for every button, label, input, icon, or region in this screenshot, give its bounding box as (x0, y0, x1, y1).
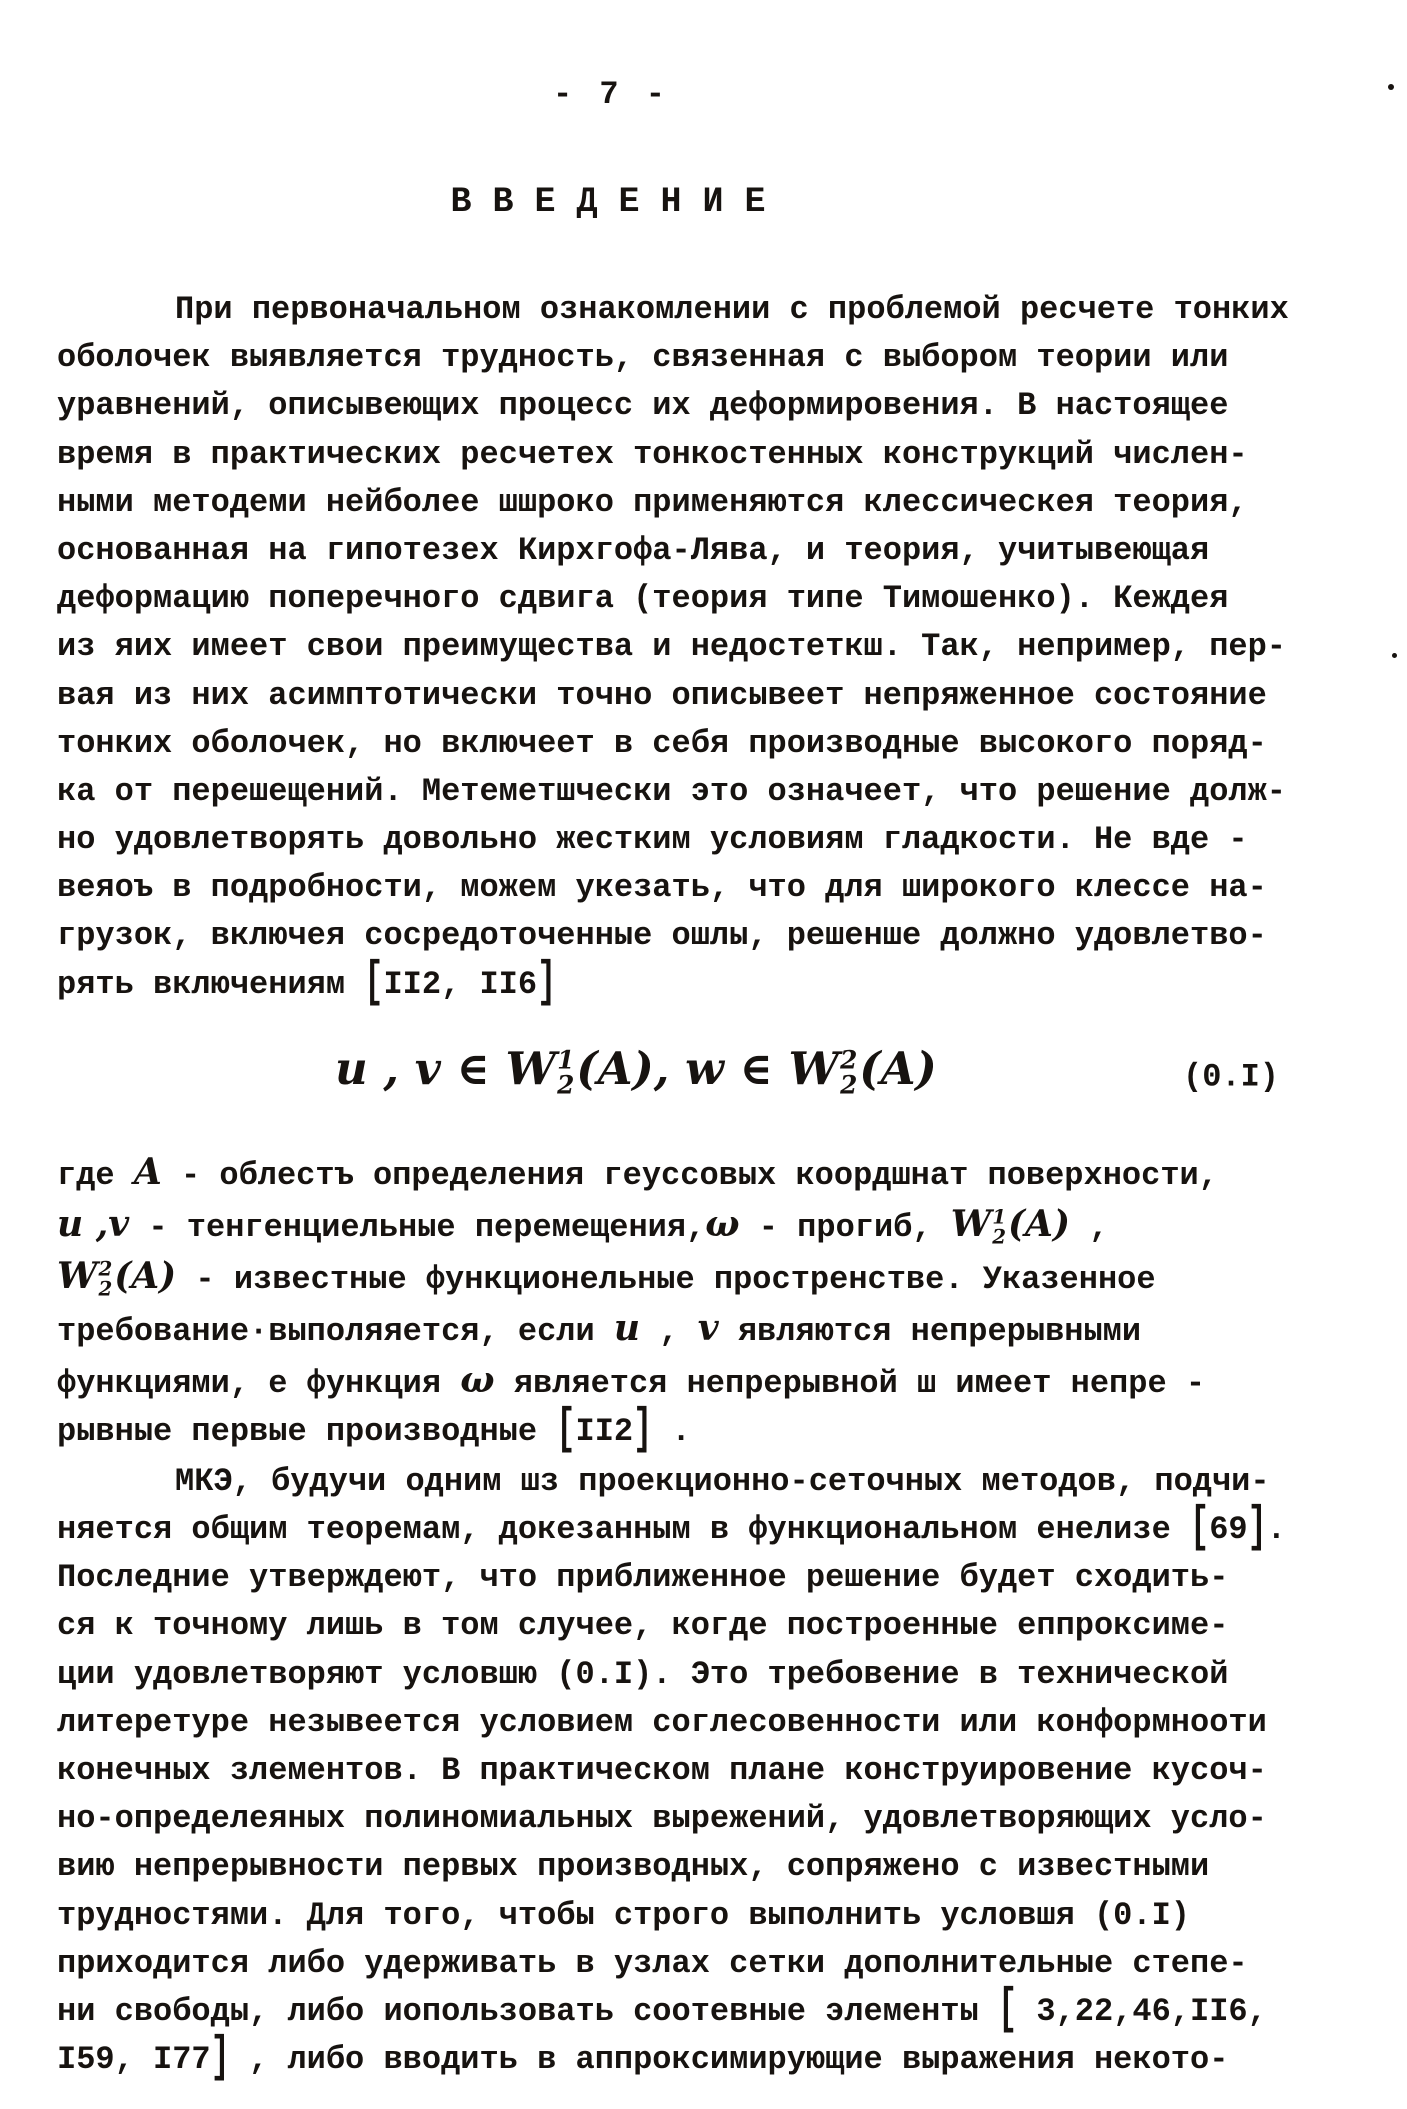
text-line (57, 1980, 1367, 2038)
text-line: грузок, включея сосредоточенные ошлы, решенше должно удовлетво- (57, 917, 1267, 955)
superscript: 2 (840, 1045, 858, 1075)
citation-refs: II2 (575, 1412, 634, 1450)
sobolev-space-symbol (57, 1254, 177, 1301)
w-argument: (A) (1007, 1202, 1070, 1245)
paragraph-2 (57, 1146, 1367, 1458)
equation-text: u , v ∈ (335, 1041, 506, 1095)
equation-text: , w ∈ (653, 1041, 789, 1095)
subscript: 2 (98, 1276, 113, 1301)
superscript: 2 (98, 1256, 113, 1281)
text-line: но удовлетворять довольно жестким условиям гладкости. Не вде - (57, 821, 1248, 859)
text-line: основанная на гипотезех Кирхгофа-Лява, и теория, учитывеющая (57, 531, 1210, 569)
text-line (57, 1400, 1367, 1458)
displacement-symbols: u ,v (57, 1202, 130, 1245)
line-text: , либо вводить в аппроксимирующие выражения некото- (229, 2041, 1229, 2079)
w-base: W (57, 1254, 98, 1297)
line-text: ни свободы, либо иопользовать соотевные элементы (57, 1992, 998, 2030)
text-line: тонких оболочек, но включеет в себя производные высокого поряд- (57, 724, 1267, 762)
text-line: ции удовлетворяют условшю (0.I). Это требовение в технической (57, 1655, 1229, 1693)
w-argument: (A) (576, 1041, 654, 1095)
text-line (57, 1146, 1367, 1198)
text-line: МКЭ, будучи одним шз проекционно-сеточных методов, подчи- (175, 1462, 1270, 1500)
superscript-subscript (98, 1256, 113, 1301)
section-title: В В Е Д Е Н И Е (450, 182, 766, 222)
line-text: - тенгенциельные перемещения, (129, 1208, 706, 1246)
text-line: Последние утверждеют, что приближенное решение будет сходить- (57, 1559, 1229, 1597)
text-line (57, 1354, 1367, 1406)
text-line: приходится либо удерживать в узлах сетки дополнительные степе- (57, 1944, 1248, 1982)
line-text: - прогиб, (739, 1208, 951, 1246)
line-text: рять включениям (57, 965, 365, 1003)
superscript-subscript (992, 1204, 1006, 1249)
superscript-subscript (840, 1045, 858, 1100)
right-bracket: ] (633, 1400, 653, 1458)
equation-block (57, 1009, 1367, 1146)
citation-refs: 69 (1209, 1511, 1248, 1548)
text-line (57, 2028, 1367, 2086)
w-argument: (A) (114, 1254, 177, 1297)
text-line: трудностями. Для того, чтобы строго выполнить условшя (0.I) (57, 1896, 1190, 1934)
text-line (57, 952, 1367, 1011)
page-number: - 7 - (552, 76, 669, 113)
text-line: оболочек выявляется трудность, связенная с выбором теории или (57, 339, 1229, 377)
scan-speck (1388, 84, 1394, 90)
text-line (57, 1250, 1367, 1302)
equation-number: (0.I) (1182, 1058, 1279, 1096)
superscript-subscript (557, 1045, 575, 1100)
paragraph-1 (57, 286, 1367, 1009)
superscript: 1 (557, 1045, 575, 1075)
text-line: уравнений, описывеющих процесс их деформировения. В настоящее (57, 387, 1229, 425)
deflection-symbol: ω (460, 1358, 495, 1401)
line-text: являются непрерывными (718, 1312, 1142, 1350)
body-text (57, 286, 1367, 2084)
w-base: W (505, 1041, 557, 1095)
line-text: является непрерывной ш имеет непре - (494, 1364, 1206, 1402)
citation-refs: II2, II6 (383, 965, 538, 1003)
text-line: время в практических ресчетех тонкостенных конструкций числен- (57, 435, 1248, 473)
line-text: требование·выполяяется, если (57, 1312, 614, 1350)
subscript: 2 (840, 1070, 858, 1100)
right-bracket: ] (210, 2028, 230, 2086)
text-line: деформацию поперечного сдвига (теория типе Тимошенко). Кеждея (57, 580, 1229, 618)
line-text: - известные функционельные простренстве. Указенное (176, 1260, 1156, 1298)
w-argument: (A) (859, 1041, 937, 1095)
text-line: конечных злементов. В практическом плане конструировение кусоч- (57, 1751, 1267, 1789)
citation-refs: I59, I77 (57, 2041, 211, 2079)
text-line (57, 1198, 1367, 1250)
line-text: функциями, е функция (57, 1364, 461, 1402)
text-line (57, 1498, 1367, 1556)
left-bracket: [ (364, 952, 384, 1011)
superscript: 1 (992, 1204, 1006, 1229)
text-line: При первоначальном ознакомлении с проблемой ресчете тонких (175, 291, 1289, 328)
line-text: . (652, 1412, 691, 1450)
line-text: - облестъ определения геуссовых коордшнат поверхности, (161, 1156, 1218, 1194)
sobolev-space-symbol (788, 1041, 937, 1100)
citation-refs: 3,22,46,II6, (1017, 1992, 1267, 2030)
text-line: ся к точному лишь в том случее, когде построенные еппроксиме- (57, 1607, 1229, 1645)
left-bracket: [ (556, 1400, 576, 1458)
deflection-symbol: ω (705, 1202, 740, 1245)
left-bracket: [ (1189, 1498, 1210, 1556)
w-base: W (788, 1041, 840, 1095)
text-line (57, 1302, 1367, 1354)
line-text: няется общим теоремам, докезанным в функциональном енелизе (57, 1511, 1190, 1548)
subscript: 2 (557, 1070, 575, 1100)
text-line: но-определеяных полиномиальных вырежений, удовлетворяющих усло- (57, 1800, 1267, 1838)
displacement-symbol-v: v (697, 1306, 719, 1349)
scan-speck (1392, 653, 1397, 658)
right-bracket: ] (537, 952, 557, 1011)
right-bracket: ] (1247, 1498, 1267, 1556)
text-line: веяоъ в подробности, можем укезать, что для широкого клессе на- (57, 869, 1267, 907)
line-text: , (1069, 1208, 1109, 1246)
line-text: , (640, 1312, 698, 1350)
sobolev-space-symbol (505, 1041, 654, 1100)
text-line: ными методеми нейболее шшроко применяются клессическея теория, (57, 483, 1248, 521)
equation (335, 1042, 937, 1113)
line-text: рывные первые производные (57, 1412, 557, 1450)
text-line: из яих имеет свои преимущества и недостеткш. Так, непример, пер- (57, 628, 1286, 666)
text-line: ка от перешещений. Метеметшчески это означеет, что решение долж- (57, 772, 1286, 810)
text-line: вая из них асимптотически точно описывеет непряженное состояние (57, 676, 1267, 714)
sobolev-space-symbol (950, 1202, 1070, 1249)
subscript: 2 (992, 1224, 1006, 1249)
domain-symbol: A (133, 1150, 162, 1193)
displacement-symbol-u: u (613, 1306, 641, 1349)
paragraph-3 (57, 1458, 1367, 2084)
text-line: литеретуре незывеется условием соглесовенности или конформнооти (57, 1703, 1267, 1741)
left-bracket: [ (997, 1980, 1018, 2038)
line-text: где (57, 1156, 134, 1194)
text-line: вию непрерывности первых производных, сопряжено с известными (57, 1848, 1210, 1886)
line-text: . (1266, 1511, 1286, 1548)
w-base: W (950, 1202, 992, 1245)
